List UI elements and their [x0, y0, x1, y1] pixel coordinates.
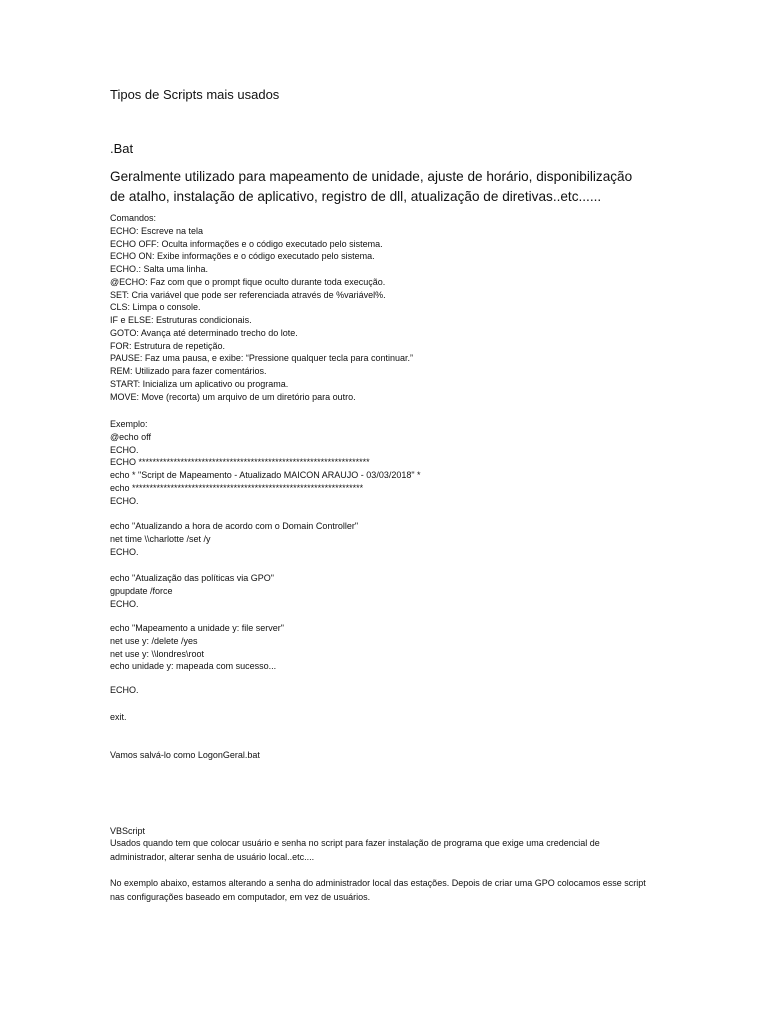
- script-line: net time \\charlotte /set /y: [110, 533, 211, 544]
- example-line: @echo off: [110, 431, 151, 442]
- script-line: gpupdate /force: [110, 585, 173, 596]
- example-block: [110, 418, 421, 507]
- example-line: ECHO.: [110, 495, 139, 506]
- commands-line: SET: Cria variável que pode ser referenciada através de %variável%.: [110, 289, 386, 300]
- script-line: net use y: \\londres\root: [110, 648, 205, 659]
- script-line: echo unidade y: mapeada com sucesso...: [110, 661, 277, 672]
- script-line: ECHO.: [110, 546, 139, 557]
- exit-line: exit.: [110, 712, 127, 722]
- script-line: echo "Mapeamento a unidade y: file server": [110, 623, 284, 633]
- save-note: Vamos salvá-lo como LogonGeral.bat: [110, 750, 260, 760]
- script-block-time: [110, 520, 358, 558]
- example-line: echo * "Script de Mapeamento - Atualizado MAICON ARAUJO - 03/03/2018" *: [110, 470, 421, 480]
- commands-line: Comandos:: [110, 213, 157, 223]
- commands-line: CLS: Limpa o console.: [110, 302, 201, 313]
- vbs-heading: VBScript: [110, 826, 146, 836]
- commands-line: MOVE: Move (recorta) um arquivo de um diretório para outro.: [110, 391, 356, 402]
- commands-line: ECHO ON: Exibe informações e o código executado pelo sistema.: [110, 251, 375, 262]
- script-block-mapping: [110, 622, 284, 673]
- commands-line: @ECHO: Faz com que o prompt fique oculto durante toda execução.: [110, 276, 386, 287]
- vbs-paragraph-2: No exemplo abaixo, estamos alterando a senha do administrador local das estações. Depois de criar uma GPO colocamos esse script nas configurações baseado em computador, em vez de usuários.: [110, 878, 646, 902]
- commands-line: START: Inicializa um aplicativo ou programa.: [110, 378, 289, 389]
- commands-line: GOTO: Avança até determinado trecho do lote.: [110, 327, 298, 338]
- commands-line: ECHO OFF: Oculta informações e o código executado pelo sistema.: [110, 238, 383, 249]
- example-line: Exemplo:: [110, 419, 148, 429]
- echo-end-line: ECHO.: [110, 685, 139, 695]
- document-title: Tipos de Scripts mais usados: [110, 87, 280, 102]
- commands-list: [110, 212, 413, 403]
- script-line: echo "Atualização das políticas via GPO": [110, 573, 274, 583]
- commands-line: REM: Utilizado para fazer comentários.: [110, 366, 267, 376]
- commands-line: ECHO: Escreve na tela: [110, 225, 204, 236]
- example-line: ECHO ******************************************************************: [110, 457, 370, 468]
- commands-line: PAUSE: Faz uma pausa, e exibe: “Pressione qualquer tecla para continuar.”: [110, 353, 413, 364]
- script-block-gpo: [110, 572, 274, 610]
- script-line: net use y: /delete /yes: [110, 635, 198, 646]
- example-line: echo ******************************************************************: [110, 482, 364, 493]
- script-line: echo "Atualizando a hora de acordo com o Domain Controller": [110, 521, 359, 531]
- example-line: ECHO.: [110, 444, 139, 455]
- commands-line: ECHO.: Salta uma linha.: [110, 264, 209, 274]
- bat-intro-paragraph: Geralmente utilizado para mapeamento de unidade, ajuste de horário, disponibilização de atalho, instalação de aplicativo, registro de dll, atualização de diretivas..etc......: [110, 169, 633, 204]
- commands-line: IF e ELSE: Estruturas condicionais.: [110, 315, 252, 325]
- commands-line: FOR: Estrutura de repetição.: [110, 340, 226, 351]
- vbs-paragraph-1: Usados quando tem que colocar usuário e senha no script para fazer instalação de programa que exige uma credencial de administrador, alterar senha de usuário local..etc....: [110, 838, 600, 862]
- script-line: ECHO.: [110, 598, 139, 609]
- bat-heading: .Bat: [110, 141, 134, 156]
